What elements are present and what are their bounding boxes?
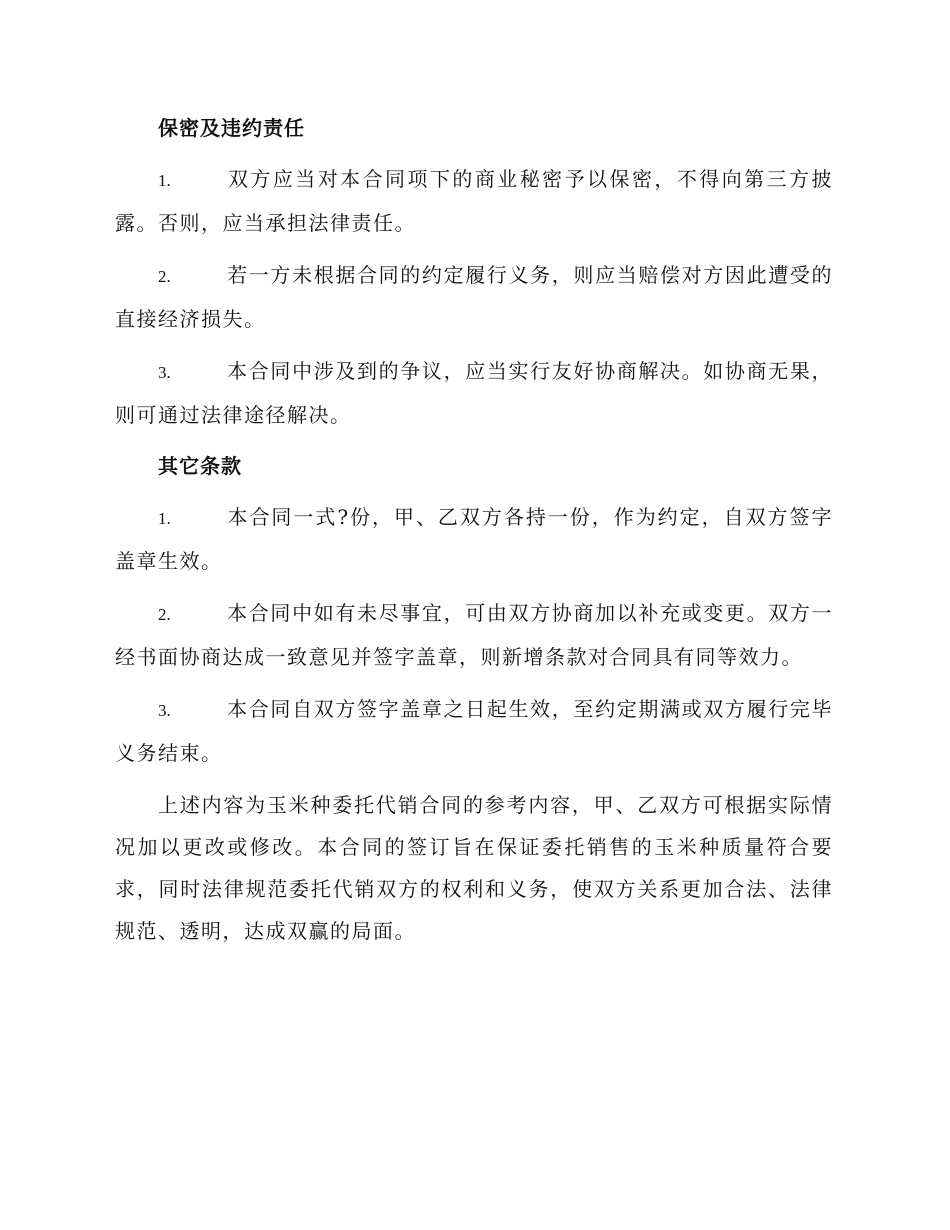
clause-number: 3. (158, 701, 171, 720)
clause-text: 若一方未根据合同的约定履行义务，则应当赔偿对方因此遭受的直接经济损失。 (115, 263, 833, 331)
clause-number: 3. (158, 363, 171, 382)
clause-number: 1. (158, 171, 171, 190)
clause-text: 双方应当对本合同项下的商业秘密予以保密，不得向第三方披露。否则，应当承担法律责任。 (115, 167, 833, 235)
section-heading: 其它条款 (158, 454, 242, 478)
clause-text: 本合同一式?份，甲、乙双方各持一份，作为约定，自双方签字盖章生效。 (115, 505, 833, 573)
clause-number: 2. (158, 605, 171, 624)
clause-item (115, 496, 833, 582)
clause-item (115, 254, 833, 340)
clause-number: 2. (158, 267, 171, 286)
clause-item (115, 350, 833, 436)
clause-text: 本合同中如有未尽事宜，可由双方协商加以补充或变更。双方一经书面协商达成一致意见并签字盖章，则新增条款对合同具有同等效力。 (115, 601, 833, 669)
document-body (115, 108, 833, 952)
clause-text: 本合同自双方签字盖章之日起生效，至约定期满或双方履行完毕义务结束。 (115, 697, 833, 765)
section-other-terms (115, 446, 833, 774)
clause-item (115, 592, 833, 678)
clause-item (115, 688, 833, 774)
section-heading: 保密及违约责任 (158, 116, 305, 140)
clause-item (115, 158, 833, 244)
section-confidentiality (115, 108, 833, 436)
clause-text: 本合同中涉及到的争议，应当实行友好协商解决。如协商无果，则可通过法律途径解决。 (115, 359, 833, 427)
clause-number: 1. (158, 509, 171, 528)
closing-paragraph: 上述内容为玉米种委托代销合同的参考内容，甲、乙双方可根据实际情况加以更改或修改。本合同的签订旨在保证委托销售的玉米种质量符合要求，同时法律规范委托代销双方的权利和义务，使双方关系更加合法、法律规范、透明，达成双赢的局面。 (115, 793, 833, 943)
